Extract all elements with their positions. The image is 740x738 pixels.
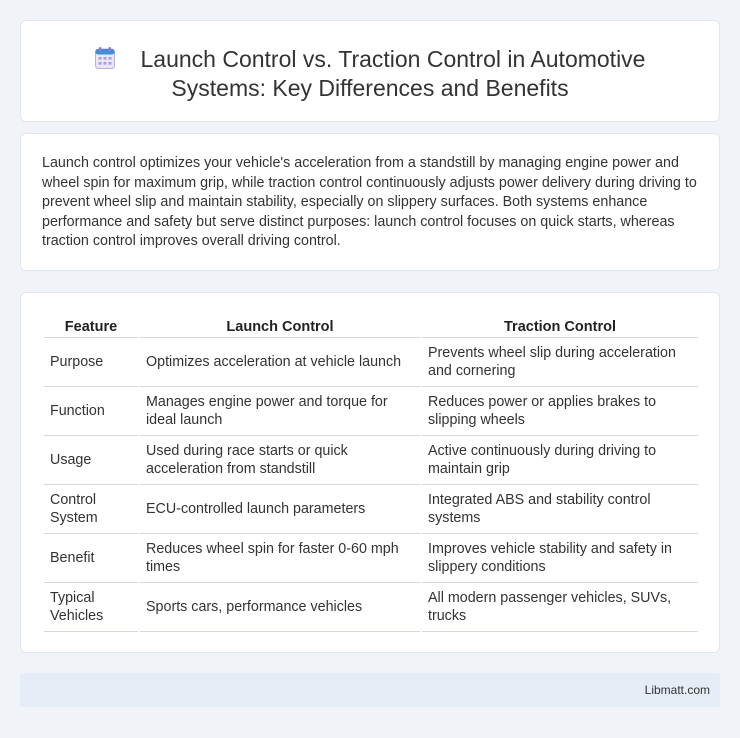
page-title — [21, 45, 719, 103]
feature-cell: Control System — [44, 485, 138, 534]
title-line-2: Systems: Key Differences and Benefits — [171, 75, 569, 101]
traction-cell: Active continuously during driving to maintain grip — [422, 436, 698, 485]
title-line-1: Launch Control vs. Traction Control in Automotive — [140, 46, 646, 72]
table-row — [44, 534, 698, 583]
title-card — [20, 20, 720, 122]
feature-cell: Typical Vehicles — [44, 583, 138, 632]
feature-cell: Purpose — [44, 338, 138, 387]
calendar-icon — [95, 47, 115, 69]
feature-cell: Benefit — [44, 534, 138, 583]
launch-cell: Sports cars, performance vehicles — [140, 583, 420, 632]
summary-paragraph: Launch control optimizes your vehicle's acceleration from a standstill by managing engine power and wheel spin for maximum grip, while traction control continuously adjusts power delivery during driving to prevent wheel slip and maintain stability, especially on slippery surfaces. Both systems enhance performance and safety but serve distinct purposes: launch control focuses on quick starts, whereas traction control improves overall driving control. — [42, 155, 697, 249]
traction-cell: Prevents wheel slip during acceleration and cornering — [422, 338, 698, 387]
launch-cell: ECU-controlled launch parameters — [140, 485, 420, 534]
launch-cell: Used during race starts or quick acceleration from standstill — [140, 436, 420, 485]
launch-cell: Reduces wheel spin for faster 0-60 mph times — [140, 534, 420, 583]
table-row — [44, 583, 698, 632]
table-header-row — [44, 316, 698, 338]
comparison-table — [42, 316, 700, 632]
launch-cell: Manages engine power and torque for ideal launch — [140, 387, 420, 436]
table-row — [44, 436, 698, 485]
summary-card — [20, 133, 720, 271]
comparison-table-card — [20, 292, 720, 653]
traction-cell: Improves vehicle stability and safety in slippery conditions — [422, 534, 698, 583]
header-traction-control: Traction Control — [422, 316, 698, 338]
footer-site-link[interactable]: Libmatt.com — [644, 683, 710, 697]
table-row — [44, 338, 698, 387]
header-feature: Feature — [44, 316, 138, 338]
header-launch-control: Launch Control — [140, 316, 420, 338]
traction-cell: Integrated ABS and stability control systems — [422, 485, 698, 534]
feature-cell: Function — [44, 387, 138, 436]
table-row — [44, 485, 698, 534]
footer-bar — [20, 673, 720, 707]
traction-cell: All modern passenger vehicles, SUVs, trucks — [422, 583, 698, 632]
launch-cell: Optimizes acceleration at vehicle launch — [140, 338, 420, 387]
feature-cell: Usage — [44, 436, 138, 485]
table-row — [44, 387, 698, 436]
traction-cell: Reduces power or applies brakes to slipping wheels — [422, 387, 698, 436]
